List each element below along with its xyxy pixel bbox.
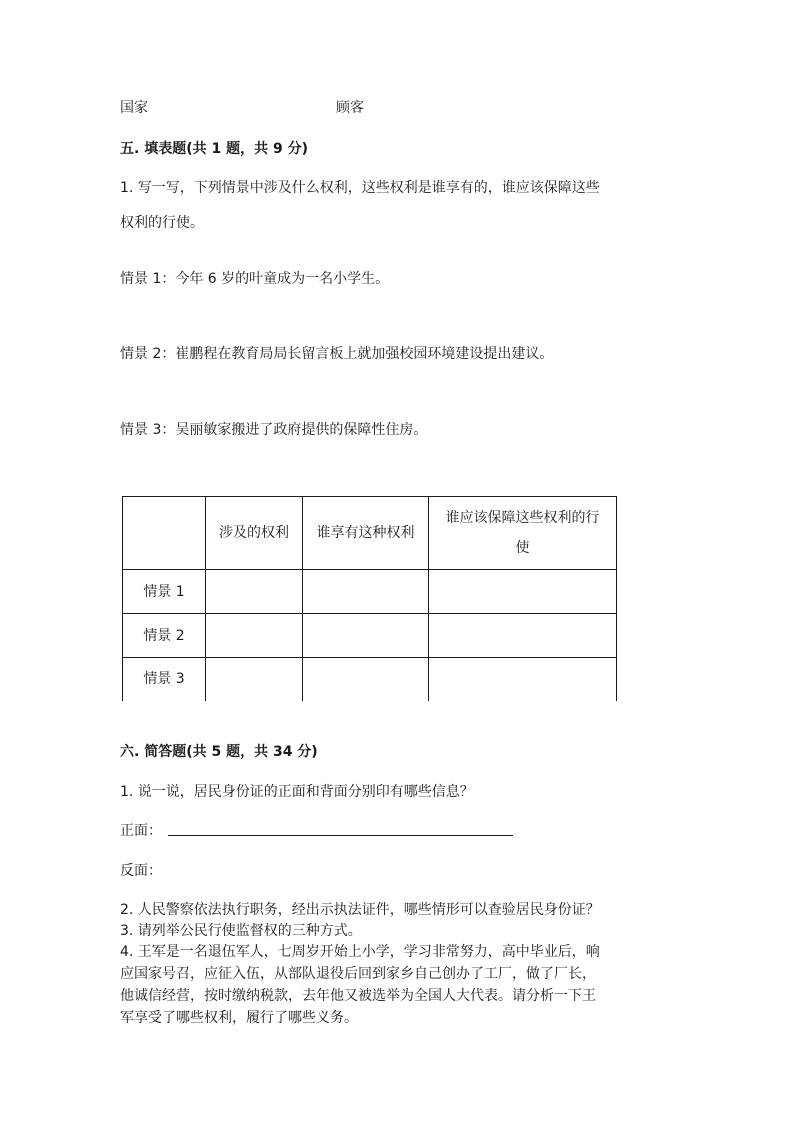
answer-cell[interactable] bbox=[429, 658, 617, 701]
label-customer: 顾客 bbox=[336, 100, 364, 116]
scenario-3-text: 情景 3：吴丽敏家搬进了政府提供的保障性住房。 bbox=[120, 422, 428, 438]
section6-q4-line1: 4. 王军是一名退伍军人，七周岁开始上小学，学习非常努力，高中毕业后，响 bbox=[120, 944, 600, 960]
front-label: 正面： bbox=[120, 823, 162, 839]
answer-cell[interactable] bbox=[429, 614, 617, 658]
answer-cell[interactable] bbox=[206, 614, 303, 658]
back-label: 反面： bbox=[120, 863, 162, 879]
scenario-2-text: 情景 2：崔鹏程在教育局局长留言板上就加强校园环境建设提出建议。 bbox=[120, 346, 554, 362]
table-header-corner bbox=[123, 497, 206, 570]
label-country: 国家 bbox=[120, 100, 148, 116]
section6-q4-line4: 军享受了哪些权利，履行了哪些义务。 bbox=[120, 1010, 358, 1026]
section6-q1: 1. 说一说，居民身份证的正面和背面分别印有哪些信息？ bbox=[120, 784, 474, 800]
table-header-rights: 涉及的权利 bbox=[206, 497, 303, 570]
section6-q2: 2. 人民警察依法执行职务，经出示执法证件，哪些情形可以查验居民身份证？ bbox=[120, 902, 600, 918]
table-header-holder: 谁享有这种权利 bbox=[303, 497, 429, 570]
section5-q1-line2: 权利的行使。 bbox=[120, 215, 204, 231]
table-row bbox=[123, 658, 617, 701]
section5-heading: 五. 填表题(共 1 题，共 9 分) bbox=[120, 141, 308, 157]
answer-cell[interactable] bbox=[303, 570, 429, 614]
answer-cell[interactable] bbox=[429, 570, 617, 614]
table-header-guarantor: 谁应该保障这些权利的行使 bbox=[429, 497, 617, 570]
section6-heading: 六. 简答题(共 5 题，共 34 分) bbox=[120, 744, 318, 760]
answer-cell[interactable] bbox=[206, 570, 303, 614]
row-label-scenario-3: 情景 3 bbox=[123, 658, 206, 701]
answer-cell[interactable] bbox=[206, 658, 303, 701]
section6-q4-line2: 应国家号召，应征入伍，从部队退役后回到家乡自己创办了工厂，做了厂长， bbox=[120, 966, 596, 982]
table-row bbox=[123, 570, 617, 614]
scenario-1-text: 情景 1：今年 6 岁的叶童成为一名小学生。 bbox=[120, 271, 390, 287]
section6-q4-line3: 他诚信经营，按时缴纳税款，去年他又被选举为全国人大代表。请分析一下王 bbox=[120, 988, 596, 1004]
section5-q1-line1: 1. 写一写，下列情景中涉及什么权利，这些权利是谁享有的，谁应该保障这些 bbox=[120, 180, 600, 196]
section6-q3: 3. 请列举公民行使监督权的三种方式。 bbox=[120, 923, 362, 939]
table-row bbox=[123, 614, 617, 658]
row-label-scenario-2: 情景 2 bbox=[123, 614, 206, 658]
answer-cell[interactable] bbox=[303, 658, 429, 701]
table-header-row bbox=[123, 497, 617, 570]
answer-table bbox=[122, 496, 617, 701]
row-label-scenario-1: 情景 1 bbox=[123, 570, 206, 614]
answer-cell[interactable] bbox=[303, 614, 429, 658]
front-answer-blank[interactable] bbox=[168, 835, 513, 836]
